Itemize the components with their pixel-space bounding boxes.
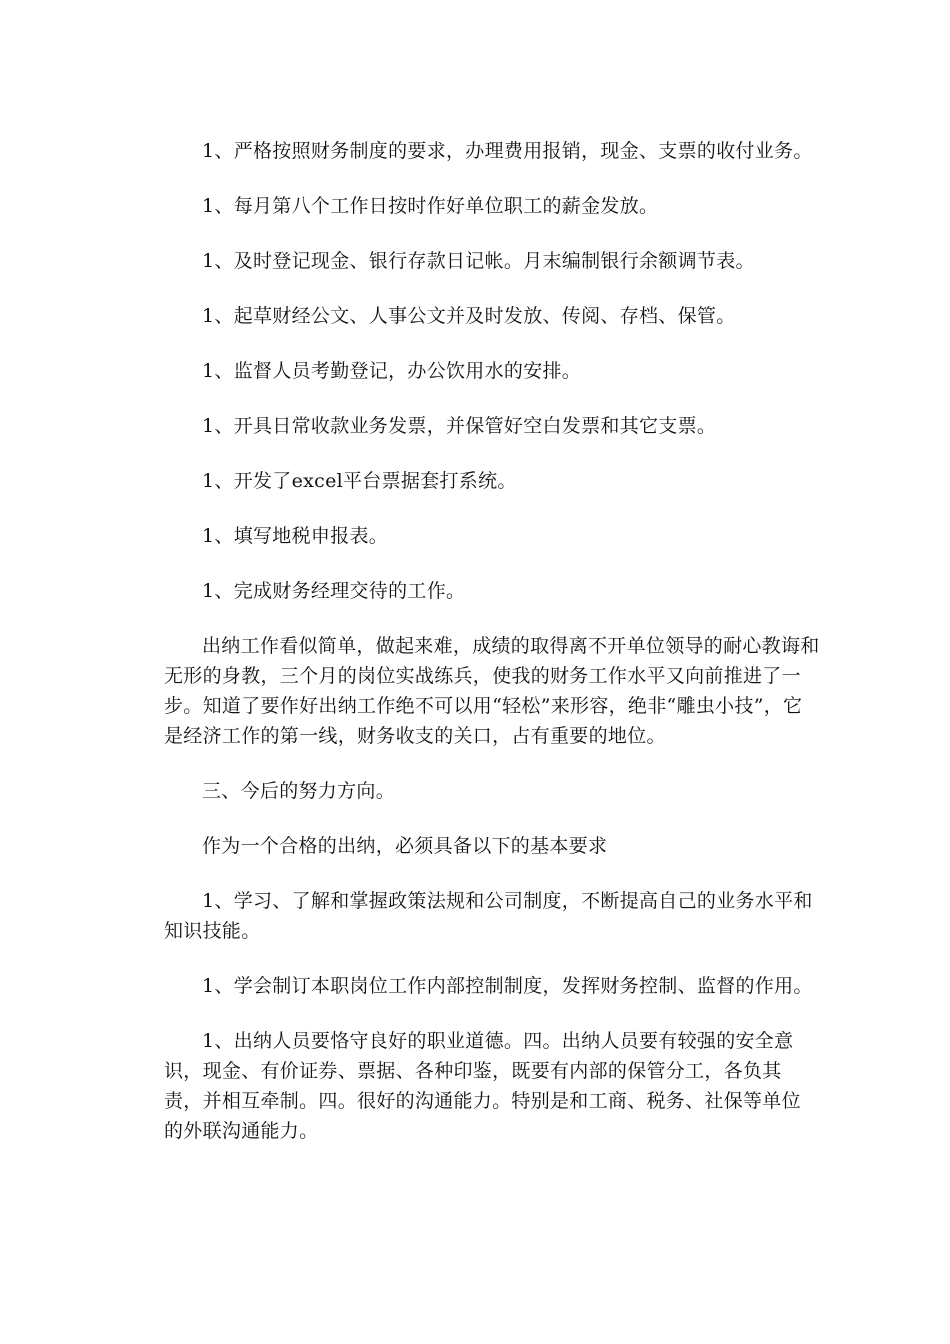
paragraph-duty-tax-forms: 1、填写地税申报表。 [202,525,389,547]
paragraph-requirement-internal-control: 1、学会制订本职岗位工作内部控制制度，发挥财务控制、监督的作用。 [202,975,813,997]
paragraph-duty-reimbursement: 1、严格按照财务制度的要求，办理费用报销，现金、支票的收付业务。 [202,140,813,162]
paragraph-duty-salary: 1、每月第八个工作日按时作好单位职工的薪金发放。 [202,195,659,217]
document-body [164,136,820,1171]
paragraph-duty-manager-tasks: 1、完成财务经理交待的工作。 [202,580,466,602]
paragraph-requirements-intro: 作为一个合格的出纳，必须具备以下的基本要求 [202,835,608,857]
paragraph-duty-attendance: 1、监督人员考勤登记，办公饮用水的安排。 [202,360,582,382]
paragraph-duty-journal: 1、及时登记现金、银行存款日记帐。月末编制银行余额调节表。 [202,250,755,272]
paragraph-duty-documents: 1、起草财经公文、人事公文并及时发放、传阅、存档、保管。 [202,305,736,327]
paragraph-work-reflection: 出纳工作看似简单，做起来难，成绩的取得离不开单位领导的耐心教诲和无形的身教，三个月的岗位实战练兵，使我的财务工作水平又向前推进了一步。知道了要作好出纳工作绝不可以用“轻松”来形容，绝非“雕虫小技”，它是经济工作的第一线，财务收支的关口，占有重要的地位。 [164,635,820,747]
paragraph-duty-excel-system: 1、开发了excel平台票据套打系统。 [202,470,517,492]
paragraph-duty-invoices: 1、开具日常收款业务发票，并保管好空白发票和其它支票。 [202,415,717,437]
section-heading-future-direction: 三、今后的努力方向。 [202,780,396,802]
paragraph-requirement-learning: 1、学习、了解和掌握政策法规和公司制度，不断提高自己的业务水平和知识技能。 [164,890,813,942]
paragraph-requirement-ethics: 1、出纳人员要恪守良好的职业道德。四。出纳人员要有较强的安全意识，现金、有价证券、票据、各种印鉴，既要有内部的保管分工，各负其责，并相互牵制。四。很好的沟通能力。特别是和工商、税务、社保等单位的外联沟通能力。 [164,1030,801,1142]
